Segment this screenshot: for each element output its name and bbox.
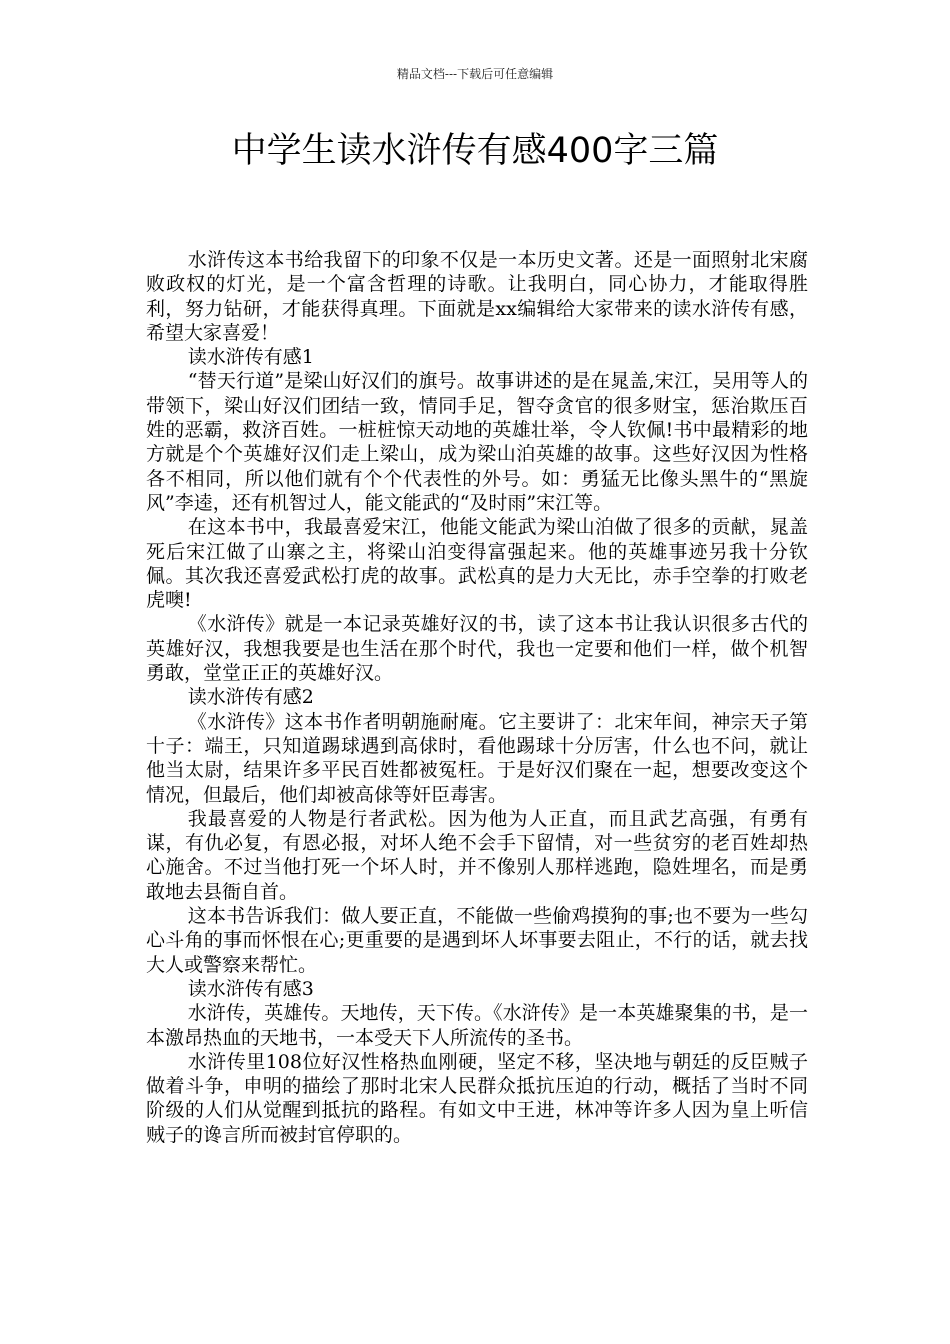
paragraph: 这本书告诉我们：做人要正直，不能做一些偷鸡摸狗的事;也不要为一些勾心斗角的事而怀恨在心;更重要的是遇到坏人坏事要去阻止，不行的话，就去找大人或警察来帮忙。 (146, 905, 808, 976)
paragraph: 水浒传里108位好汉性格热血刚硬，坚定不移，坚决地与朝廷的反臣贼子做着斗争，申明的描绘了那时北宋人民群众抵抗压迫的行动，概括了当时不同阶级的人们从觉醒到抵抗的路程。有如文中王进，林冲等许多人因为皇上听信贼子的谗言所而被封官停职的。 (146, 1050, 808, 1146)
paragraph: 《水浒传》这本书作者明朝施耐庵。它主要讲了：北宋年间，神宗天子第十子：端王，只知道踢球遇到高俅时，看他踢球十分厉害，什么也不问，就让他当太尉，结果许多平民百姓都被冤枉。于是好汉们聚在一起，想要改变这个情况，但最后，他们却被高俅等奸臣毒害。 (146, 710, 808, 806)
document-body (146, 248, 808, 1147)
document-title: 中学生读水浒传有感400字三篇 (231, 131, 719, 171)
paragraph: 《水浒传》就是一本记录英雄好汉的书，读了这本书让我认识很多古代的英雄好汉，我想我要是也生活在那个时代，我也一定要和他们一样，做个机智勇敢，堂堂正正的英雄好汉。 (146, 613, 808, 685)
section-heading-2: 读水浒传有感2 (187, 686, 314, 709)
paragraph: 在这本书中，我最喜爱宋江，他能文能武为梁山泊做了很多的贡献，晁盖死后宋江做了山寨之主，将梁山泊变得富强起来。他的英雄事迹另我十分钦佩。其次我还喜爱武松打虎的故事。武松真的是力大无比，赤手空拳的打败老虎噢! (146, 516, 808, 612)
paragraph: 水浒传，英雄传。天地传，天下传。《水浒传》是一本英雄聚集的书，是一本激昂热血的天地书，一本受天下人所流传的圣书。 (146, 1002, 808, 1049)
paragraph: 我最喜爱的人物是行者武松。因为他为人正直，而且武艺高强，有勇有谋，有仇必复，有恩必报，对坏人绝不会手下留情，对一些贫穷的老百姓却热心施舍。不过当他打死一个坏人时，并不像别人那样逃跑，隐姓埋名，而是勇敢地去县衙自首。 (146, 807, 808, 903)
section-heading-3: 读水浒传有感3 (187, 977, 314, 1000)
paragraph-intro: 水浒传这本书给我留下的印象不仅是一本历史文著。还是一面照射北宋腐败政权的灯光，是一个富含哲理的诗歌。让我明白，同心协力，才能取得胜利，努力钻研，才能获得真理。下面就是xx编辑给大家带来的读水浒传有感，希望大家喜爱！ (146, 249, 808, 344)
section-heading-1: 读水浒传有感1 (187, 346, 314, 369)
document-header-note: 精品文档---下载后可任意编辑 (396, 67, 554, 81)
paragraph: “替天行道”是梁山好汉们的旗号。故事讲述的是在晁盖,宋江，吴用等人的带领下，梁山好汉们团结一致，情同手足，智夺贪官的很多财宝，惩治欺压百姓的恶霸，救济百姓。一桩桩惊天动地的英雄壮举，令人钦佩!书中最精彩的地方就是个个英雄好汉们走上梁山，成为梁山泊英雄的故事。这些好汉因为性格各不相同，所以他们就有个个代表性的外号。如：勇猛无比像头黑牛的“黑旋风”李逵，还有机智过人，能文能武的“及时雨”宋江等。 (146, 370, 808, 514)
